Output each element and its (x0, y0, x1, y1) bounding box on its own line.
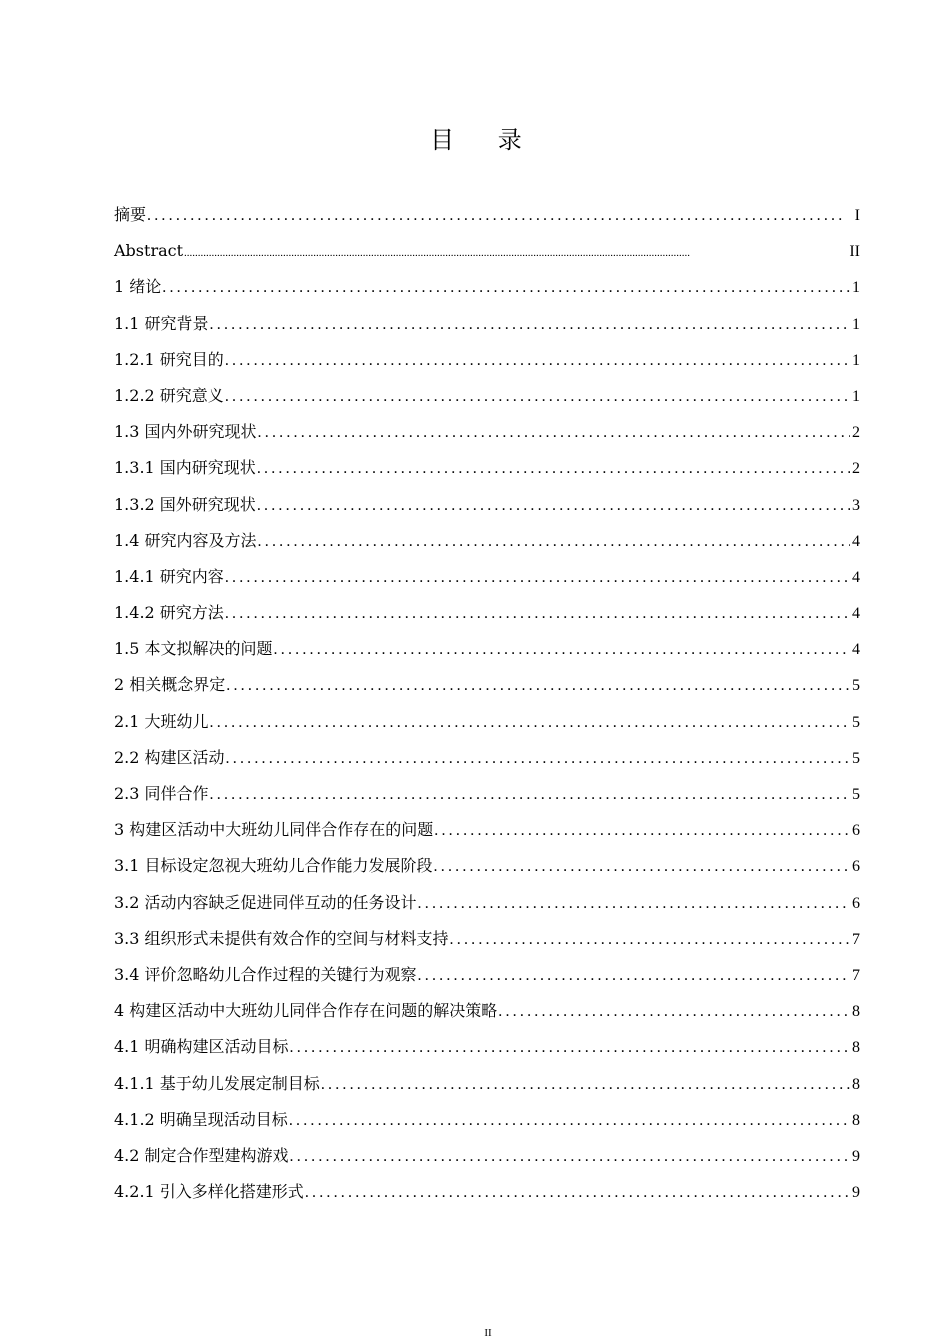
toc-entry-label: 1.1 研究背景 (114, 313, 209, 333)
toc-entry-page: 1 (852, 315, 860, 333)
toc-entry-label: 1.4.1 研究内容 (114, 566, 224, 586)
toc-entry[interactable] (114, 1066, 860, 1102)
toc-entry[interactable] (114, 704, 860, 740)
toc-entry-label: 3 构建区活动中大班幼儿同伴合作存在的问题 (114, 820, 434, 840)
toc-entry-label: 1.3.1 国内研究现状 (114, 458, 256, 478)
toc-leader-dots (418, 958, 850, 994)
toc-entry[interactable] (114, 921, 860, 957)
toc-entry-label: 1.3 国内外研究现状 (114, 422, 257, 442)
toc-leader-dots (210, 705, 850, 741)
toc-entry-page: 4 (852, 641, 860, 659)
toc-leader-dots (274, 632, 850, 668)
table-of-contents (114, 197, 860, 1210)
toc-leader-dots (305, 1175, 850, 1211)
toc-entry[interactable] (114, 776, 860, 812)
toc-entry[interactable] (114, 269, 860, 305)
toc-entry-page: 4 (852, 568, 860, 586)
toc-leader-dots (258, 415, 850, 451)
toc-entry-page: 2 (852, 460, 860, 478)
toc-leader-dots (225, 596, 850, 632)
toc-entry-label: 1.4.2 研究方法 (114, 603, 224, 623)
toc-leader-dots (184, 235, 847, 271)
toc-entry[interactable] (114, 848, 860, 884)
toc-entry[interactable] (114, 414, 860, 450)
toc-leader-dots (450, 922, 850, 958)
toc-entry-page: 8 (852, 1039, 860, 1057)
toc-entry[interactable] (114, 631, 860, 667)
toc-entry-page: 2 (852, 424, 860, 442)
toc-leader-dots (289, 1103, 850, 1139)
toc-entry-label: 1.5 本文拟解决的问题 (114, 639, 273, 659)
toc-entry[interactable] (114, 812, 860, 848)
toc-entry-label: 2.2 构建区活动 (114, 747, 225, 767)
toc-entry-label: 3.4 评价忽略幼儿合作过程的关键行为观察 (114, 964, 417, 984)
toc-leader-dots (418, 886, 850, 922)
toc-entry[interactable] (114, 667, 860, 703)
toc-entry-label: 3.1 目标设定忽视大班幼儿合作能力发展阶段 (114, 856, 433, 876)
toc-leader-dots (147, 198, 843, 234)
toc-entry-page: 6 (852, 894, 860, 912)
toc-leader-dots (257, 451, 850, 487)
toc-entry-page: 8 (852, 1075, 860, 1093)
toc-entry-page: 1 (852, 279, 860, 297)
toc-entry-label: 1.2.2 研究意义 (114, 385, 224, 405)
toc-entry[interactable] (114, 885, 860, 921)
toc-leader-dots (210, 777, 850, 813)
toc-leader-dots (434, 849, 850, 885)
toc-leader-dots (434, 813, 850, 849)
toc-entry-label: 4.2 制定合作型建构游戏 (114, 1145, 289, 1165)
toc-entry-page: 9 (852, 1147, 860, 1165)
toc-leader-dots (225, 343, 850, 379)
page-title: 目 录 (430, 126, 540, 154)
toc-entry-label: 3.2 活动内容缺乏促进同伴互动的任务设计 (114, 892, 417, 912)
toc-entry-page: 7 (852, 966, 860, 984)
toc-entry[interactable] (114, 487, 860, 523)
toc-entry-label: 4.2.1 引入多样化搭建形式 (114, 1182, 304, 1202)
toc-entry-label: 2 相关概念界定 (114, 675, 226, 695)
toc-entry-page: 9 (852, 1184, 860, 1202)
toc-entry-label: 摘要 (114, 205, 147, 224)
toc-entry[interactable] (114, 306, 860, 342)
toc-entry-page: 8 (852, 1111, 860, 1129)
toc-entry[interactable] (114, 957, 860, 993)
toc-entry-label: 2.3 同伴合作 (114, 784, 209, 803)
toc-entry[interactable] (114, 1174, 860, 1210)
toc-leader-dots (226, 741, 850, 777)
toc-leader-dots (321, 1067, 850, 1103)
toc-entry[interactable] (114, 1029, 860, 1065)
toc-entry-label: 1 绪论 (114, 277, 162, 297)
toc-entry-label: 4.1.1 基于幼儿发展定制目标 (114, 1073, 320, 1093)
toc-entry-label: 4.1.2 明确呈现活动目标 (114, 1109, 288, 1129)
toc-entry-label: 1.3.2 国外研究现状 (114, 494, 256, 514)
toc-entry[interactable] (114, 993, 860, 1029)
toc-entry-label: 3.3 组织形式未提供有效合作的空间与材料支持 (114, 928, 449, 948)
toc-entry-page: 8 (852, 1003, 860, 1021)
toc-entry-label: 2.1 大班幼儿 (114, 711, 209, 731)
toc-leader-dots (290, 1139, 850, 1175)
toc-entry-page: 5 (852, 713, 860, 731)
toc-entry-page: 5 (852, 786, 860, 803)
toc-entry-page: 4 (852, 532, 860, 550)
toc-entry-page: 5 (852, 749, 860, 767)
toc-entry[interactable] (114, 1138, 860, 1174)
toc-entry-page: 6 (852, 858, 860, 876)
toc-leader-dots (226, 668, 850, 704)
toc-leader-dots (258, 524, 850, 560)
toc-entry-label: Abstract (114, 241, 184, 261)
toc-entry[interactable] (114, 378, 860, 414)
toc-leader-dots (162, 270, 850, 306)
toc-entry[interactable] (114, 1102, 860, 1138)
toc-leader-dots (498, 994, 850, 1030)
toc-entry[interactable] (114, 595, 860, 631)
toc-entry-page: 1 (852, 351, 860, 369)
toc-entry[interactable] (114, 559, 860, 595)
toc-leader-dots (225, 560, 850, 596)
toc-entry-label: 1.4 研究内容及方法 (114, 530, 257, 550)
toc-entry-page: 7 (852, 930, 860, 948)
toc-leader-dots (210, 307, 850, 343)
toc-entry-label: 4 构建区活动中大班幼儿同伴合作存在问题的解决策略 (114, 1001, 498, 1021)
toc-entry-page: 4 (852, 605, 860, 623)
toc-entry[interactable] (114, 740, 860, 776)
toc-entry[interactable] (114, 450, 860, 486)
toc-entry-abstract-en[interactable] (114, 233, 860, 269)
toc-entry-page: 1 (852, 387, 860, 405)
toc-entry-page: 6 (852, 822, 860, 840)
toc-entry-page: 5 (852, 677, 860, 695)
toc-entry[interactable] (114, 342, 860, 378)
toc-entry-abstract-cn[interactable] (114, 197, 860, 233)
toc-leader-dots (290, 1030, 850, 1066)
toc-leader-dots (257, 488, 850, 524)
page-number-footer: II (484, 1327, 492, 1339)
toc-entry[interactable] (114, 523, 860, 559)
toc-entry-label: 4.1 明确构建区活动目标 (114, 1037, 289, 1057)
toc-entry-page: II (849, 243, 860, 261)
toc-leader-dots (225, 379, 850, 415)
toc-entry-label: 1.2.1 研究目的 (114, 349, 224, 369)
toc-entry-page: 3 (852, 496, 860, 514)
toc-entry-page: I (854, 207, 860, 224)
